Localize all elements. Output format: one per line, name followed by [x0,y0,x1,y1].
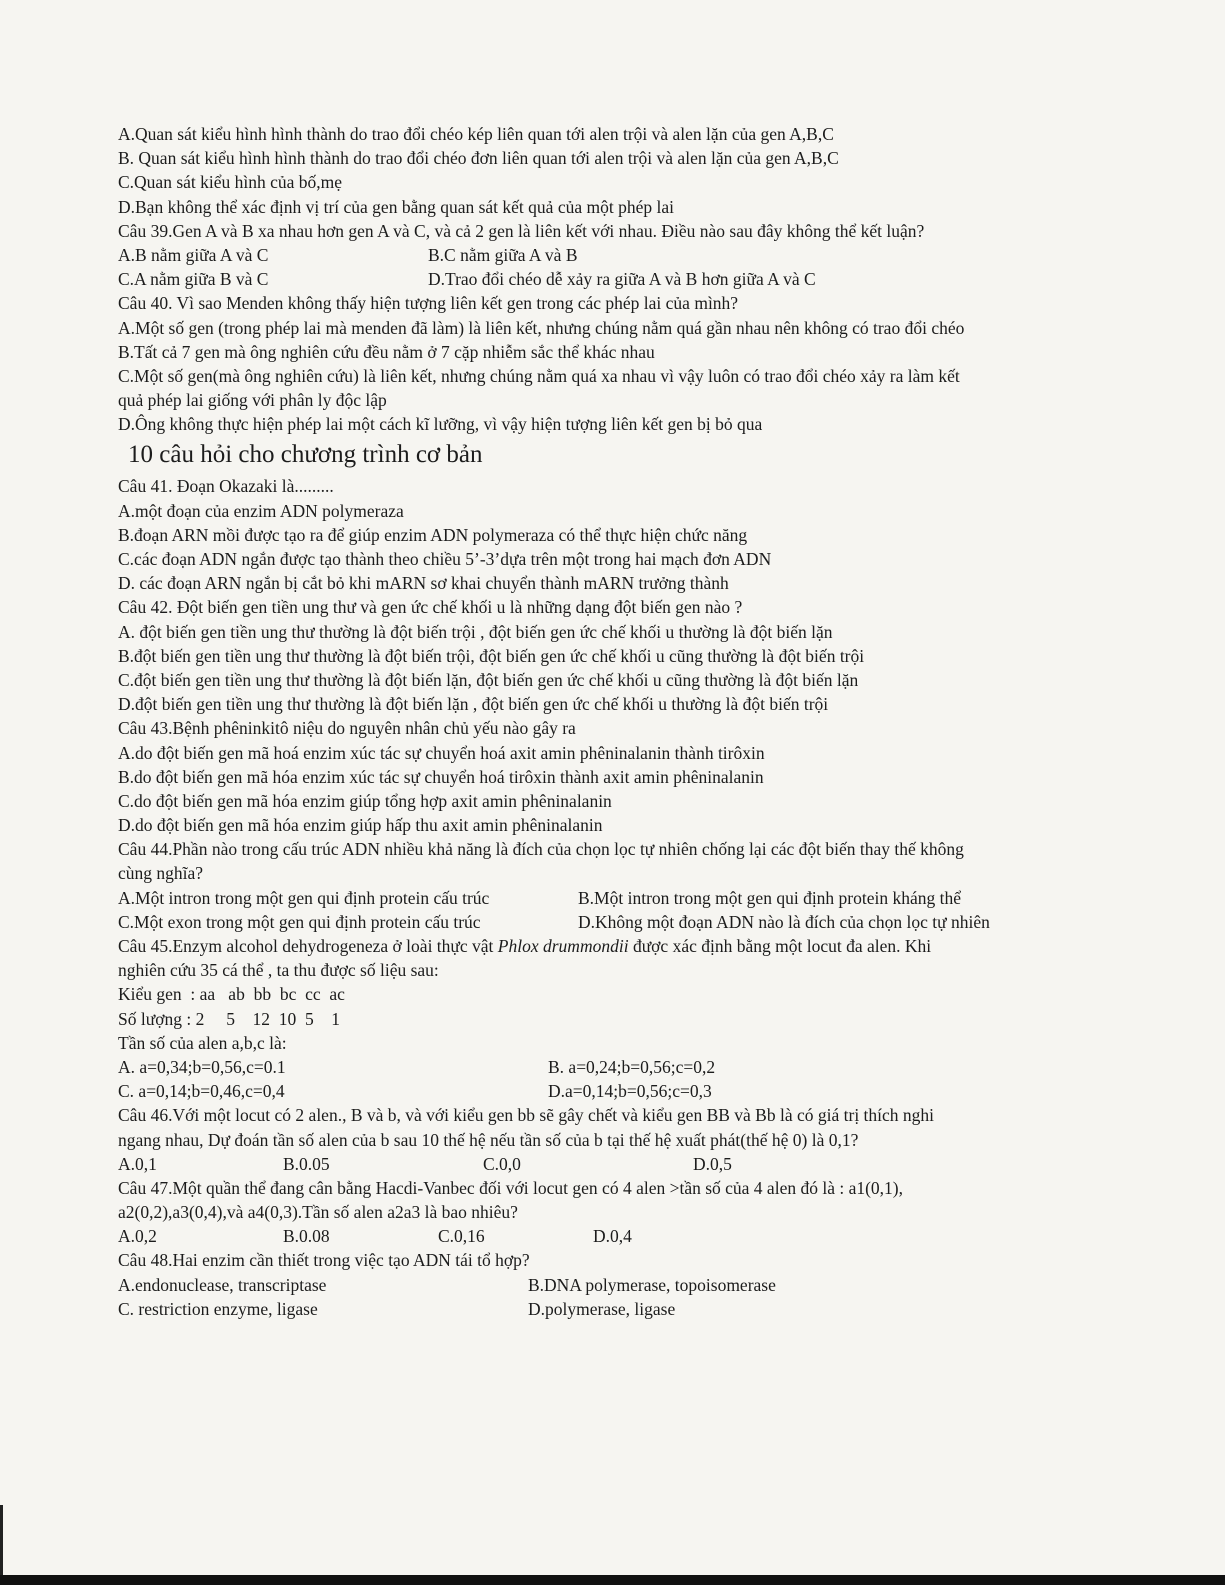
q44-stem-line-1: Câu 44.Phần nào trong cấu trúc ADN nhiều khả năng là đích của chọn lọc tự nhiên chống lại các đột biến thay thế không [118,839,964,860]
q45-count-row: Số lượng : 2 5 12 10 5 1 [118,1008,340,1029]
q43-option-a: A.do đột biến gen mã hoá enzim xúc tác sự chuyển hoá axit amin phêninalanin thành tirôxin [118,742,765,763]
q47-option-d: D.0,4 [593,1226,632,1247]
q45-option-b: B. a=0,24;b=0,56;c=0,2 [548,1056,716,1077]
q45-option-d: D.a=0,14;b=0,56;c=0,3 [548,1081,712,1102]
q42-option-b: B.đột biến gen tiền ung thư thường là đột biến trội, đột biến gen ức chế khối u cũng thường là đột biến trội [118,645,865,666]
q39-option-c: C.A nằm giữa B và C [118,269,269,290]
q47-option-c: C.0,16 [438,1226,485,1247]
q40-option-d: D.Ông không thực hiện phép lai một cách kĩ lưỡng, vì vậy hiện tượng liên kết gen bị bỏ qua [118,414,763,435]
q44-option-b: B.Một intron trong một gen qui định protein kháng thể [578,887,962,908]
q43-stem: Câu 43.Bệnh phêninkitô niệu do nguyên nhân chủ yếu nào gây ra [118,718,576,739]
q41-option-a: A.một đoạn của enzim ADN polymeraza [118,500,404,521]
q39-option-d: D.Trao đổi chéo dễ xảy ra giữa A và B hơn giữa A và C [428,269,816,290]
q45-species-name: Phlox drummondii [497,936,629,956]
scan-edge-left [0,1505,3,1585]
q48-option-b: B.DNA polymerase, topoisomerase [528,1274,776,1295]
q48-option-c: C. restriction enzyme, ligase [118,1298,318,1319]
q48-option-d: D.polymerase, ligase [528,1298,676,1319]
q38-option-a: A.Quan sát kiểu hình hình thành do trao đổi chéo kép liên quan tới alen trội và alen lặn của gen A,B,C [118,124,834,144]
q39-options-row-1 [118,243,1178,267]
document-body [118,122,1178,1321]
q43-option-b: B.do đột biến gen mã hóa enzim xúc tác sự chuyển hoá tirôxin thành axit amin phêninalanin [118,766,764,787]
scan-edge-bottom [0,1575,1225,1585]
q46-option-c: C.0,0 [483,1153,521,1174]
q46-options-row [118,1152,1178,1176]
q47-stem-line-2: a2(0,2),a3(0,4),và a4(0,3).Tần số alen a2a3 là bao nhiêu? [118,1202,518,1223]
q44-options-row-1 [118,886,1178,910]
q39-option-b: B.C nằm giữa A và B [428,244,578,265]
q45-stem-line-2: nghiên cứu 35 cá thể , ta thu được số liệu sau: [118,960,439,981]
q45-option-a: A. a=0,34;b=0,56,c=0.1 [118,1056,286,1077]
q38-option-b: B. Quan sát kiểu hình hình thành do trao đổi chéo đơn liên quan tới alen trội và alen lặn của gen A,B,C [118,148,839,169]
q42-option-d: D.đột biến gen tiền ung thư thường là đột biến lặn , đột biến gen ức chế khối u thường là đột biến trội [118,694,829,715]
q46-stem-line-1: Câu 46.Với một locut có 2 alen., B và b, và với kiểu gen bb sẽ gây chết và kiểu gen BB và Bb là có giá trị thích nghi [118,1105,935,1126]
q40-stem: Câu 40. Vì sao Menden không thấy hiện tượng liên kết gen trong các phép lai của mình? [118,293,739,314]
q42-option-c: C.đột biến gen tiền ung thư thường là đột biến lặn, đột biến gen ức chế khối u cũng thường là đột biến lặn [118,669,859,690]
q41-option-b: B.đoạn ARN mồi được tạo ra để giúp enzim ADN polymeraza có thể thực hiện chức năng [118,524,748,545]
q41-stem: Câu 41. Đoạn Okazaki là......... [118,476,334,497]
q45-stem-post: được xác định bằng một locut đa alen. Khi [628,936,932,956]
q40-option-a: A.Một số gen (trong phép lai mà menden đã làm) là liên kết, nhưng chúng nằm quá gần nhau nên không có trao đổi chéo [118,317,965,338]
q38-option-c: C.Quan sát kiểu hình của bố,mẹ [118,172,343,193]
q47-stem-line-1: Câu 47.Một quần thể đang cân bằng Hacdi-Vanbec đối với locut gen có 4 alen >tần số của 4 alen đó là : a1(0,1), [118,1177,903,1198]
q39-options-row-2 [118,267,1178,291]
q45-genotype-row: Kiểu gen : aa ab bb bc cc ac [118,984,345,1005]
q44-option-a: A.Một intron trong một gen qui định protein cấu trúc [118,887,490,908]
q45-ask: Tần số của alen a,b,c là: [118,1032,287,1053]
q40-option-b: B.Tất cả 7 gen mà ông nghiên cứu đều nằm ở 7 cặp nhiễm sắc thể khác nhau [118,341,655,362]
q47-option-b: B.0.08 [283,1226,330,1247]
q47-options-row [118,1224,1178,1248]
q41-option-d: D. các đoạn ARN ngắn bị cắt bỏ khi mARN sơ khai chuyển thành mARN trưởng thành [118,573,729,594]
q48-stem: Câu 48.Hai enzim cần thiết trong việc tạo ADN tái tổ hợp? [118,1250,530,1271]
q46-option-b: B.0.05 [283,1153,330,1174]
q45-option-c: C. a=0,14;b=0,46,c=0,4 [118,1081,285,1102]
q40-option-c-line-1: C.Một số gen(mà ông nghiên cứu) là liên kết, nhưng chúng nằm quá xa nhau vì vậy luôn có trao đổi chéo xảy ra làm kết [118,365,960,386]
q42-option-a: A. đột biến gen tiền ung thư thường là đột biến trội , đột biến gen ức chế khối u thường là đột biến lặn [118,621,833,642]
q40-option-c-line-2: quả phép lai giống với phân ly độc lập [118,390,387,411]
q46-option-d: D.0,5 [693,1153,732,1174]
q44-stem-line-2: cùng nghĩa? [118,863,204,884]
q46-stem-line-2: ngang nhau, Dự đoán tần số alen của b sau 10 thế hệ nếu tần số của b tại thế hệ xuất phát(thế hệ 0) là 0,1? [118,1129,859,1150]
q41-option-c: C.các đoạn ADN ngắn được tạo thành theo chiều 5’-3’dựa trên một trong hai mạch đơn ADN [118,549,772,569]
q48-options-row-1 [118,1273,1178,1297]
q44-options-row-2 [118,910,1178,934]
q48-options-row-2 [118,1297,1178,1321]
q46-option-a: A.0,1 [118,1153,157,1174]
q44-option-d: D.Không một đoạn ADN nào là đích của chọn lọc tự nhiên [578,911,990,932]
q45-options-row-2 [118,1079,1178,1103]
q39-option-a: A.B nằm giữa A và C [118,244,269,265]
q45-options-row-1 [118,1055,1178,1079]
q48-option-a: A.endonuclease, transcriptase [118,1274,327,1295]
q42-stem: Câu 42. Đột biến gen tiền ung thư và gen ức chế khối u là những dạng đột biến gen nào ? [118,597,743,618]
q43-option-d: D.do đột biến gen mã hóa enzim giúp hấp thu axit amin phêninalanin [118,815,603,836]
q45-stem-pre: Câu 45.Enzym alcohol dehydrogeneza ở loài thực vật [118,936,498,956]
q44-option-c: C.Một exon trong một gen qui định protein cấu trúc [118,911,481,932]
q39-stem: Câu 39.Gen A và B xa nhau hơn gen A và C, và cả 2 gen là liên kết với nhau. Điều nào sau đây không thể kết luận? [118,220,925,241]
q38-option-d: D.Bạn không thể xác định vị trí của gen bằng quan sát kết quả của một phép lai [118,196,674,217]
q43-option-c: C.do đột biến gen mã hóa enzim giúp tổng hợp axit amin phêninalanin [118,790,612,811]
q45-stem-line-1 [118,934,1178,958]
q47-option-a: A.0,2 [118,1226,157,1247]
section-heading: 10 câu hỏi cho chương trình cơ bản [128,441,483,469]
